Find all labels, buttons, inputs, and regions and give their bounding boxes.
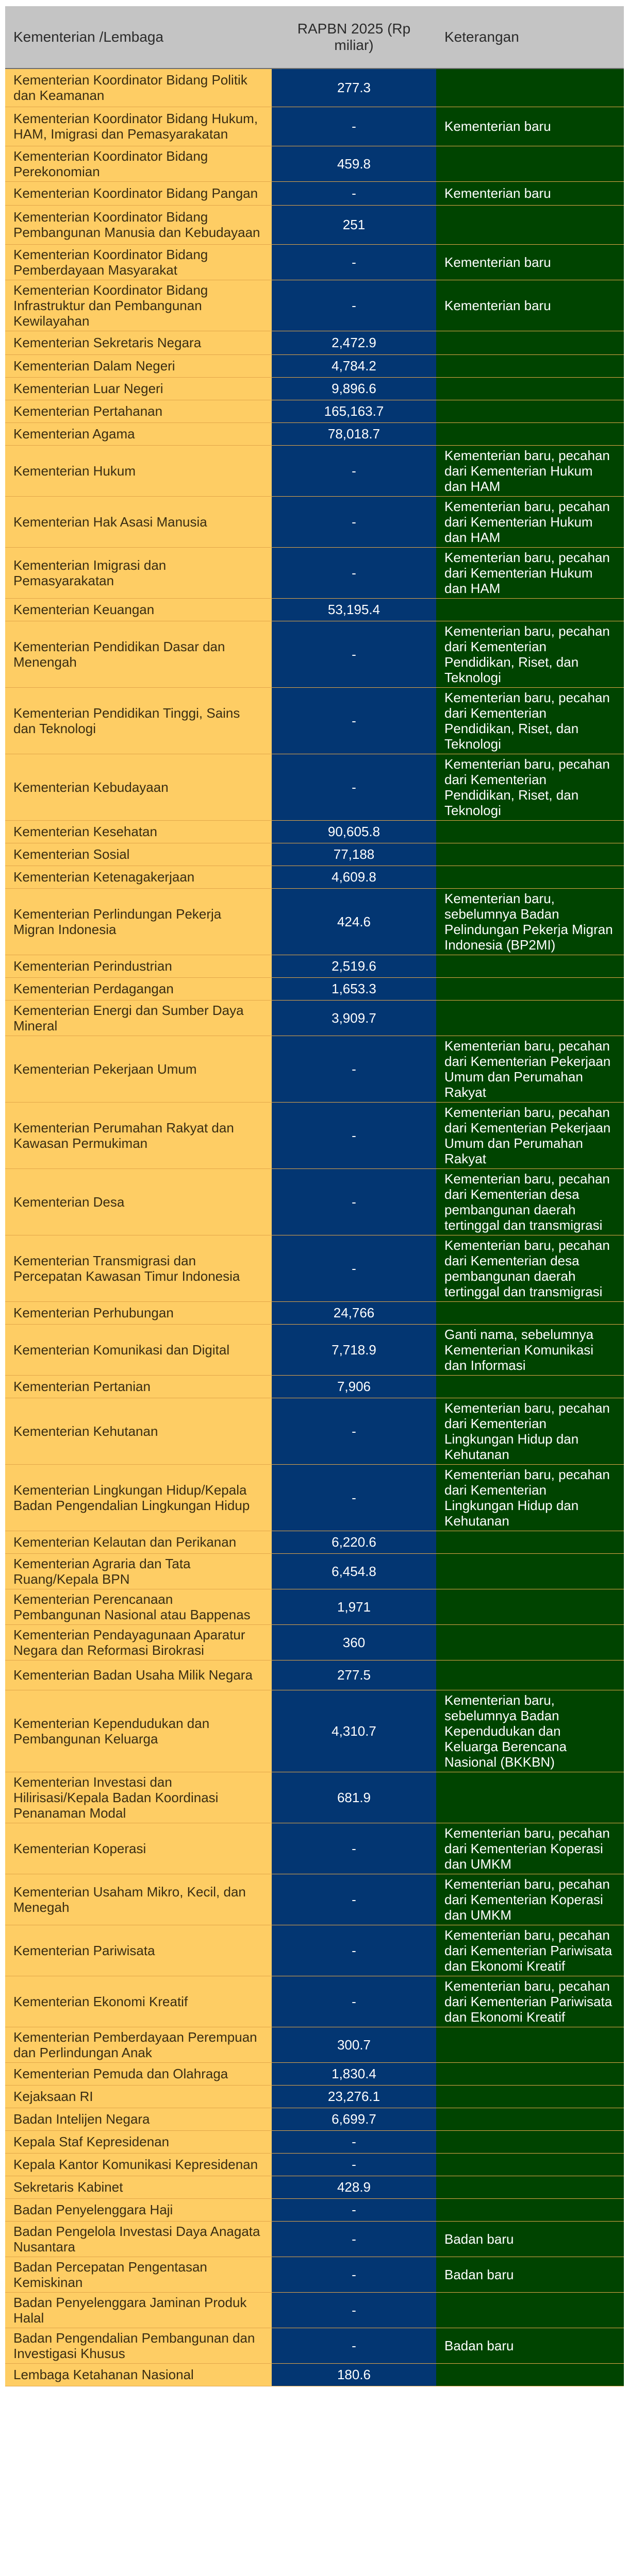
table-row	[5, 1823, 624, 1874]
table-row	[5, 1660, 624, 1690]
note-cell	[436, 2198, 624, 2221]
budget-value-cell: -	[272, 1823, 436, 1874]
table-row	[5, 2198, 624, 2221]
ministry-name-cell: Kementerian Koordinator Bidang Pemberdayaan Masyarakat	[5, 244, 272, 280]
budget-value-cell: 424.6	[272, 888, 436, 955]
budget-value-cell: 6,454.8	[272, 1553, 436, 1589]
note-cell: Kementerian baru, pecahan dari Kementerian Koperasi dan UMKM	[436, 1823, 624, 1874]
note-cell	[436, 1660, 624, 1690]
table-row	[5, 496, 624, 547]
budget-value-cell: -	[272, 244, 436, 280]
note-cell: Kementerian baru, sebelumnya Badan Kependudukan dan Keluarga Berencana Nasional (BKKBN)	[436, 1690, 624, 1772]
table-row	[5, 1375, 624, 1398]
table-body	[5, 69, 624, 2386]
table-row	[5, 1690, 624, 1772]
budget-value-cell: -	[272, 2130, 436, 2153]
ministry-name-cell: Kementerian Energi dan Sumber Daya Mineral	[5, 1000, 272, 1036]
budget-value-cell: 277.5	[272, 1660, 436, 1690]
budget-value-cell: 4,609.8	[272, 866, 436, 888]
table-row	[5, 181, 624, 205]
note-cell: Kementerian baru, pecahan dari Kementerian Hukum dan HAM	[436, 496, 624, 547]
budget-value-cell: 77,188	[272, 843, 436, 866]
note-cell: Kementerian baru, sebelumnya Badan Pelindungan Pekerja Migran Indonesia (BP2MI)	[436, 888, 624, 955]
table-row	[5, 1874, 624, 1925]
ministry-name-cell: Sekretaris Kabinet	[5, 2176, 272, 2198]
ministry-name-cell: Badan Pengendalian Pembangunan dan Investigasi Khusus	[5, 2328, 272, 2363]
table-row	[5, 1624, 624, 1660]
ministry-name-cell: Kementerian Kelautan dan Perikanan	[5, 1531, 272, 1553]
header-budget[interactable]: RAPBN 2025 (Rp miliar)	[272, 6, 436, 69]
ministry-name-cell: Kementerian Lingkungan Hidup/Kepala Badan Pengendalian Lingkungan Hidup	[5, 1464, 272, 1531]
note-cell	[436, 354, 624, 377]
ministry-name-cell: Badan Intelijen Negara	[5, 2108, 272, 2130]
ministry-name-cell: Kementerian Desa	[5, 1168, 272, 1235]
budget-value-cell: -	[272, 2198, 436, 2221]
budget-value-cell: 681.9	[272, 1772, 436, 1823]
ministry-name-cell: Kementerian Koordinator Bidang Infrastruktur dan Pembangunan Kewilayahan	[5, 280, 272, 331]
budget-value-cell: -	[272, 1874, 436, 1925]
ministry-name-cell: Kementerian Perdagangan	[5, 977, 272, 1000]
ministry-name-cell: Kementerian Koperasi	[5, 1823, 272, 1874]
note-cell	[436, 2027, 624, 2062]
note-cell	[436, 2108, 624, 2130]
table-row	[5, 377, 624, 400]
note-cell: Kementerian baru, pecahan dari Kementerian Hukum dan HAM	[436, 445, 624, 496]
ministry-name-cell: Kementerian Pekerjaan Umum	[5, 1036, 272, 1102]
budget-value-cell: -	[272, 1925, 436, 1976]
budget-value-cell: 1,971	[272, 1589, 436, 1624]
ministry-name-cell: Kementerian Koordinator Bidang Hukum, HAM, Imigrasi dan Pemasyarakatan	[5, 107, 272, 146]
note-cell	[436, 955, 624, 977]
table-row	[5, 280, 624, 331]
ministry-name-cell: Kementerian Keuangan	[5, 598, 272, 621]
ministry-name-cell: Kepala Kantor Komunikasi Kepresidenan	[5, 2153, 272, 2176]
table-header-row	[5, 6, 624, 69]
budget-value-cell: -	[272, 621, 436, 687]
budget-value-cell: 459.8	[272, 146, 436, 181]
note-cell	[436, 598, 624, 621]
ministry-name-cell: Kementerian Badan Usaha Milik Negara	[5, 1660, 272, 1690]
table-row	[5, 2130, 624, 2153]
table-row	[5, 621, 624, 687]
table-row	[5, 843, 624, 866]
ministry-name-cell: Kementerian Pemuda dan Olahraga	[5, 2062, 272, 2085]
budget-value-cell: -	[272, 1036, 436, 1102]
ministry-name-cell: Kementerian Agraria dan Tata Ruang/Kepala BPN	[5, 1553, 272, 1589]
ministry-name-cell: Kementerian Perlindungan Pekerja Migran Indonesia	[5, 888, 272, 955]
budget-value-cell: -	[272, 445, 436, 496]
budget-value-cell: 90,605.8	[272, 820, 436, 843]
ministry-name-cell: Kementerian Transmigrasi dan Percepatan Kawasan Timur Indonesia	[5, 1235, 272, 1301]
ministry-name-cell: Kementerian Pemberdayaan Perempuan dan Perlindungan Anak	[5, 2027, 272, 2062]
ministry-name-cell: Kementerian Koordinator Bidang Politik dan Keamanan	[5, 69, 272, 107]
table-row	[5, 1925, 624, 1976]
ministry-budget-table	[5, 6, 624, 2386]
table-row	[5, 422, 624, 445]
ministry-name-cell: Kementerian Hak Asasi Manusia	[5, 496, 272, 547]
note-cell	[436, 377, 624, 400]
table-row	[5, 445, 624, 496]
note-cell: Kementerian baru, pecahan dari Kementerian Pariwisata dan Ekonomi Kreatif	[436, 1925, 624, 1976]
note-cell: Kementerian baru, pecahan dari Kementerian desa pembangunan daerah tertinggal dan transmigrasi	[436, 1235, 624, 1301]
table-row	[5, 1168, 624, 1235]
table-container	[5, 6, 624, 2386]
table-row	[5, 2176, 624, 2198]
ministry-name-cell: Kementerian Koordinator Bidang Perekonomian	[5, 146, 272, 181]
budget-value-cell: 300.7	[272, 2027, 436, 2062]
note-cell	[436, 866, 624, 888]
ministry-name-cell: Kementerian Pariwisata	[5, 1925, 272, 1976]
ministry-name-cell: Badan Penyelenggara Haji	[5, 2198, 272, 2221]
table-row	[5, 1976, 624, 2027]
note-cell	[436, 1589, 624, 1624]
table-row	[5, 754, 624, 820]
note-cell: Kementerian baru	[436, 280, 624, 331]
ministry-name-cell: Kementerian Hukum	[5, 445, 272, 496]
budget-value-cell: 9,896.6	[272, 377, 436, 400]
note-cell	[436, 1000, 624, 1036]
table-row	[5, 1772, 624, 1823]
note-cell	[436, 2130, 624, 2153]
budget-value-cell: -	[272, 181, 436, 205]
note-cell: Badan baru	[436, 2328, 624, 2363]
budget-value-cell: 180.6	[272, 2363, 436, 2386]
table-row	[5, 2062, 624, 2085]
budget-value-cell: -	[272, 1235, 436, 1301]
ministry-name-cell: Kementerian Investasi dan Hilirisasi/Kepala Badan Koordinasi Penanaman Modal	[5, 1772, 272, 1823]
note-cell	[436, 820, 624, 843]
ministry-name-cell: Badan Percepatan Pengentasan Kemiskinan	[5, 2257, 272, 2292]
table-row	[5, 1464, 624, 1531]
budget-value-cell: -	[272, 2221, 436, 2257]
ministry-name-cell: Kementerian Ketenagakerjaan	[5, 866, 272, 888]
table-row	[5, 2153, 624, 2176]
ministry-name-cell: Kementerian Perhubungan	[5, 1301, 272, 1324]
ministry-name-cell: Kementerian Imigrasi dan Pemasyarakatan	[5, 547, 272, 598]
note-cell	[436, 1772, 624, 1823]
budget-value-cell: 6,699.7	[272, 2108, 436, 2130]
table-row	[5, 146, 624, 181]
note-cell	[436, 146, 624, 181]
note-cell: Kementerian baru, pecahan dari Kementerian Pendidikan, Riset, dan Teknologi	[436, 621, 624, 687]
table-row	[5, 2027, 624, 2062]
table-row	[5, 2292, 624, 2328]
ministry-name-cell: Kejaksaan RI	[5, 2085, 272, 2108]
note-cell: Kementerian baru, pecahan dari Kementerian Pekerjaan Umum dan Perumahan Rakyat	[436, 1102, 624, 1168]
note-cell: Kementerian baru, pecahan dari Kementerian Pendidikan, Riset, dan Teknologi	[436, 687, 624, 754]
note-cell	[436, 2176, 624, 2198]
table-row	[5, 1000, 624, 1036]
note-cell	[436, 1531, 624, 1553]
table-row	[5, 331, 624, 354]
note-cell: Kementerian baru, pecahan dari Kementerian Pekerjaan Umum dan Perumahan Rakyat	[436, 1036, 624, 1102]
table-row	[5, 1398, 624, 1464]
note-cell	[436, 1301, 624, 1324]
header-ministry[interactable]: Kementerian /Lembaga	[5, 6, 272, 69]
note-cell: Badan baru	[436, 2257, 624, 2292]
note-cell: Ganti nama, sebelumnya Kementerian Komunikasi dan Informasi	[436, 1324, 624, 1375]
note-cell: Kementerian baru, pecahan dari Kementerian Koperasi dan UMKM	[436, 1874, 624, 1925]
budget-value-cell: -	[272, 2153, 436, 2176]
table-row	[5, 2108, 624, 2130]
ministry-name-cell: Kementerian Sosial	[5, 843, 272, 866]
note-cell	[436, 1624, 624, 1660]
table-row	[5, 1102, 624, 1168]
budget-value-cell: 2,519.6	[272, 955, 436, 977]
ministry-name-cell: Kementerian Dalam Negeri	[5, 354, 272, 377]
ministry-name-cell: Kepala Staf Kepresidenan	[5, 2130, 272, 2153]
ministry-name-cell: Kementerian Kehutanan	[5, 1398, 272, 1464]
budget-value-cell: 2,472.9	[272, 331, 436, 354]
table-row	[5, 2328, 624, 2363]
note-cell	[436, 1375, 624, 1398]
note-cell: Kementerian baru, pecahan dari Kementerian Lingkungan Hidup dan Kehutanan	[436, 1398, 624, 1464]
note-cell: Kementerian baru	[436, 244, 624, 280]
table-row	[5, 866, 624, 888]
note-cell	[436, 2085, 624, 2108]
budget-value-cell: -	[272, 754, 436, 820]
table-row	[5, 107, 624, 146]
table-row	[5, 2257, 624, 2292]
budget-value-cell: 165,163.7	[272, 400, 436, 422]
budget-value-cell: -	[272, 1398, 436, 1464]
table-row	[5, 598, 624, 621]
budget-value-cell: -	[272, 496, 436, 547]
budget-value-cell: -	[272, 687, 436, 754]
ministry-name-cell: Kementerian Koordinator Bidang Pembangunan Manusia dan Kebudayaan	[5, 205, 272, 244]
ministry-name-cell: Kementerian Pendidikan Tinggi, Sains dan Teknologi	[5, 687, 272, 754]
budget-value-cell: 1,653.3	[272, 977, 436, 1000]
ministry-name-cell: Kementerian Pendidikan Dasar dan Menengah	[5, 621, 272, 687]
budget-value-cell: 78,018.7	[272, 422, 436, 445]
budget-value-cell: 1,830.4	[272, 2062, 436, 2085]
ministry-name-cell: Badan Pengelola Investasi Daya Anagata Nusantara	[5, 2221, 272, 2257]
table-row	[5, 2085, 624, 2108]
note-cell: Kementerian baru, pecahan dari Kementerian Pariwisata dan Ekonomi Kreatif	[436, 1976, 624, 2027]
table-row	[5, 2363, 624, 2386]
table-row	[5, 69, 624, 107]
ministry-name-cell: Lembaga Ketahanan Nasional	[5, 2363, 272, 2386]
table-row	[5, 1553, 624, 1589]
table-row	[5, 1324, 624, 1375]
table-row	[5, 888, 624, 955]
budget-value-cell: -	[272, 1102, 436, 1168]
table-row	[5, 1235, 624, 1301]
ministry-name-cell: Kementerian Usaham Mikro, Kecil, dan Menegah	[5, 1874, 272, 1925]
ministry-name-cell: Kementerian Kependudukan dan Pembangunan Keluarga	[5, 1690, 272, 1772]
table-row	[5, 547, 624, 598]
table-row	[5, 1531, 624, 1553]
note-cell: Kementerian baru, pecahan dari Kementerian desa pembangunan daerah tertinggal dan transmigrasi	[436, 1168, 624, 1235]
budget-value-cell: 24,766	[272, 1301, 436, 1324]
note-cell: Kementerian baru, pecahan dari Kementerian Hukum dan HAM	[436, 547, 624, 598]
ministry-name-cell: Kementerian Ekonomi Kreatif	[5, 1976, 272, 2027]
note-cell: Badan baru	[436, 2221, 624, 2257]
budget-value-cell: -	[272, 1168, 436, 1235]
budget-value-cell: -	[272, 280, 436, 331]
note-cell	[436, 1553, 624, 1589]
ministry-name-cell: Kementerian Pertanian	[5, 1375, 272, 1398]
budget-value-cell: 277.3	[272, 69, 436, 107]
budget-value-cell: 251	[272, 205, 436, 244]
note-cell: Kementerian baru, pecahan dari Kementerian Pendidikan, Riset, dan Teknologi	[436, 754, 624, 820]
budget-value-cell: 6,220.6	[272, 1531, 436, 1553]
note-cell	[436, 69, 624, 107]
note-cell	[436, 2153, 624, 2176]
table-row	[5, 1036, 624, 1102]
ministry-name-cell: Kementerian Agama	[5, 422, 272, 445]
budget-value-cell: -	[272, 2292, 436, 2328]
ministry-name-cell: Kementerian Perumahan Rakyat dan Kawasan Permukiman	[5, 1102, 272, 1168]
ministry-name-cell: Kementerian Perindustrian	[5, 955, 272, 977]
budget-value-cell: -	[272, 1976, 436, 2027]
budget-value-cell: -	[272, 2257, 436, 2292]
budget-value-cell: 7,906	[272, 1375, 436, 1398]
budget-value-cell: 4,784.2	[272, 354, 436, 377]
ministry-name-cell: Kementerian Komunikasi dan Digital	[5, 1324, 272, 1375]
ministry-name-cell: Badan Penyelenggara Jaminan Produk Halal	[5, 2292, 272, 2328]
budget-value-cell: -	[272, 2328, 436, 2363]
ministry-name-cell: Kementerian Koordinator Bidang Pangan	[5, 181, 272, 205]
table-row	[5, 400, 624, 422]
budget-value-cell: 7,718.9	[272, 1324, 436, 1375]
budget-value-cell: 23,276.1	[272, 2085, 436, 2108]
budget-value-cell: -	[272, 1464, 436, 1531]
budget-value-cell: 3,909.7	[272, 1000, 436, 1036]
note-cell	[436, 2292, 624, 2328]
note-cell: Kementerian baru, pecahan dari Kementerian Lingkungan Hidup dan Kehutanan	[436, 1464, 624, 1531]
table-row	[5, 1589, 624, 1624]
ministry-name-cell: Kementerian Perencanaan Pembangunan Nasional atau Bappenas	[5, 1589, 272, 1624]
note-cell	[436, 422, 624, 445]
table-row	[5, 244, 624, 280]
table-row	[5, 2221, 624, 2257]
note-cell	[436, 2363, 624, 2386]
ministry-name-cell: Kementerian Sekretaris Negara	[5, 331, 272, 354]
note-cell	[436, 400, 624, 422]
table-row	[5, 1301, 624, 1324]
table-row	[5, 955, 624, 977]
note-cell: Kementerian baru	[436, 181, 624, 205]
budget-value-cell: 360	[272, 1624, 436, 1660]
ministry-name-cell: Kementerian Pertahanan	[5, 400, 272, 422]
table-row	[5, 205, 624, 244]
note-cell: Kementerian baru	[436, 107, 624, 146]
note-cell	[436, 2062, 624, 2085]
ministry-name-cell: Kementerian Luar Negeri	[5, 377, 272, 400]
header-note[interactable]: Keterangan	[436, 6, 624, 69]
note-cell	[436, 977, 624, 1000]
ministry-name-cell: Kementerian Kebudayaan	[5, 754, 272, 820]
table-row	[5, 977, 624, 1000]
table-row	[5, 687, 624, 754]
ministry-name-cell: Kementerian Kesehatan	[5, 820, 272, 843]
table-row	[5, 354, 624, 377]
table-row	[5, 820, 624, 843]
ministry-name-cell: Kementerian Pendayagunaan Aparatur Negara dan Reformasi Birokrasi	[5, 1624, 272, 1660]
budget-value-cell: -	[272, 547, 436, 598]
budget-value-cell: 53,195.4	[272, 598, 436, 621]
note-cell	[436, 205, 624, 244]
budget-value-cell: 428.9	[272, 2176, 436, 2198]
budget-value-cell: 4,310.7	[272, 1690, 436, 1772]
budget-value-cell: -	[272, 107, 436, 146]
note-cell	[436, 331, 624, 354]
note-cell	[436, 843, 624, 866]
